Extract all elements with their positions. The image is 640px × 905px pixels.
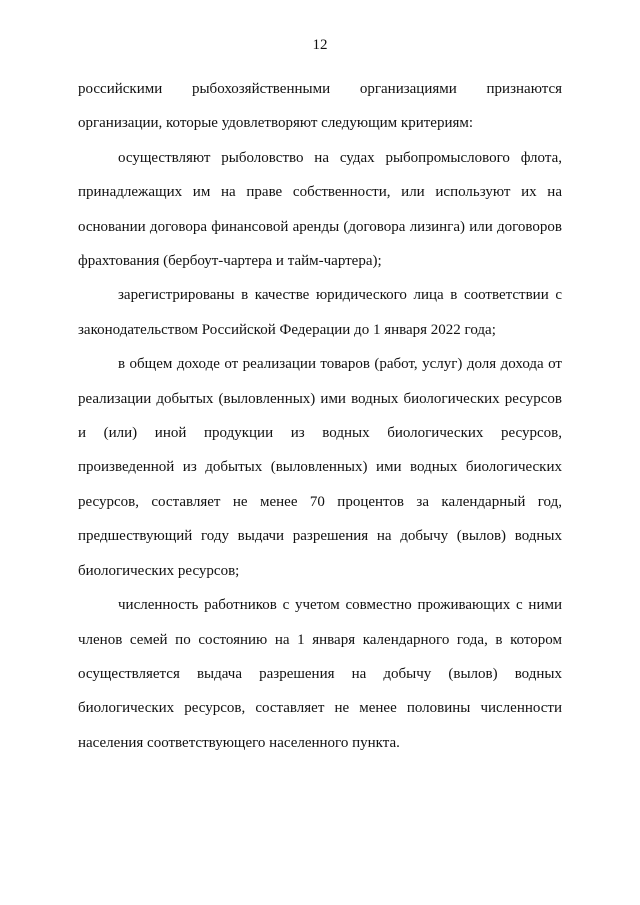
paragraph-criterion-income-share: в общем доходе от реализации товаров (работ, услуг) доля дохода от реализации добытых (выловленных) ими водных биологических ресурсов и (или) иной продукции из водных биологических ресурсов, произведенной из добытых (выловленных) ими водных биологических ресурсов, составляет не менее 70 процентов за календарный год, предшествующий году выдачи разрешения на добычу (вылов) водных биологических ресурсов; bbox=[78, 356, 562, 579]
document-body bbox=[78, 72, 562, 760]
paragraph-criterion-fleet: осуществляют рыболовство на судах рыбопромыслового флота, принадлежащих им на праве собственности, или используют их на основании договора финансовой аренды (договора лизинга) или договоров фрахтования (бербоут-чартера и тайм-чартера); bbox=[78, 149, 562, 270]
paragraph-criterion-workforce: численность работников с учетом совместно проживающих с ними членов семей по состоянию на 1 января календарного года, в котором осуществляется выдача разрешения на добычу (вылов) водных биологических ресурсов, составляет не менее половины численности населения соответствующего населенного пункта. bbox=[78, 597, 562, 751]
paragraph-criterion-registration: зарегистрированы в качестве юридического лица в соответствии с законодательством Российской Федерации до 1 января 2022 года; bbox=[78, 287, 562, 338]
page-number: 12 bbox=[312, 37, 328, 53]
paragraph-criteria-intro: российскими рыбохозяйственными организациями признаются организации, которые удовлетворяют следующим критериям: bbox=[78, 81, 562, 132]
